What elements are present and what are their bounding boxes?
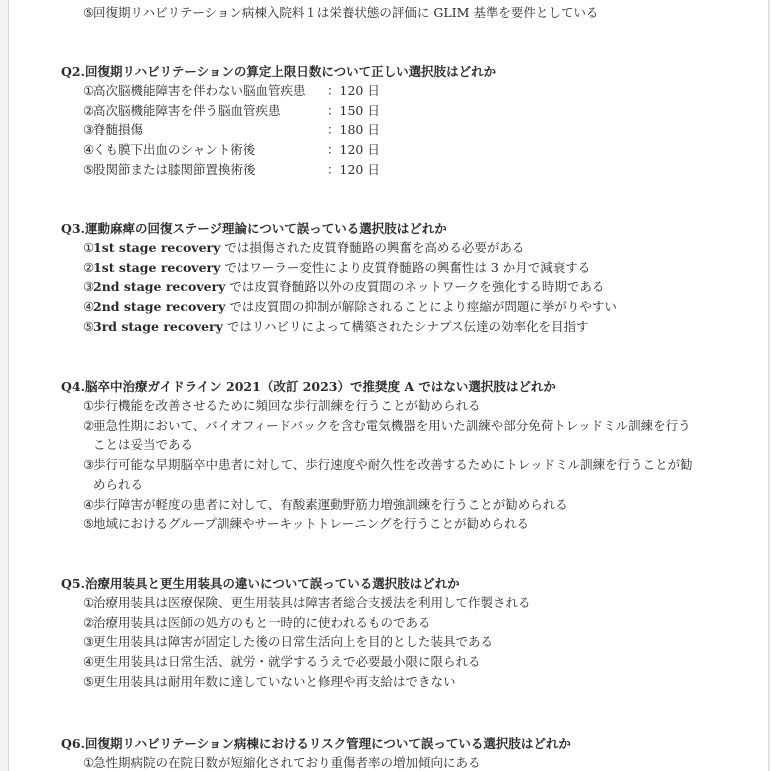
previous-question-tail [61,3,761,23]
option-item [61,160,761,180]
option-number: ② [83,259,95,275]
option-number: ① [83,83,95,98]
option-label: 脊髄損傷 [93,122,144,138]
question-title: Q2.回復期リハビリテーションの算定上限日数について正しい選択肢はどれか [61,64,497,79]
option-number: ⑤ [83,5,95,20]
option-stage: 2nd stage recovery [93,299,226,315]
option-item [61,317,761,337]
option-item [61,3,761,23]
option-item [61,396,761,416]
question-6 [61,735,761,771]
option-text: 更生用装具は障害が固定した後の日常生活向上を目的とした装具である [93,634,494,650]
option-item [61,613,761,633]
option-text: では損傷された皮質脊髄路の興奮を高める必要がある [220,240,525,255]
option-item [61,632,761,652]
option-text: ではリハビリによって構築されたシナプス伝達の効率化を目指す [222,318,589,334]
option-item [61,120,761,140]
option-value: ：150 日 [327,102,380,118]
option-item [61,101,761,121]
question-4 [61,378,761,534]
option-number: ① [83,398,95,413]
option-text: 歩行障害が軽度の患者に対して、有酸素運動野筋力増強訓練を行うことが勧められる [93,496,568,512]
option-item [61,140,761,160]
option-item [61,455,693,494]
option-number: ⑤ [83,318,95,334]
option-number: ① [83,595,95,610]
option-number: ④ [83,299,95,315]
option-number: ③ [83,122,95,138]
option-number: ④ [83,142,95,158]
option-number: ⑤ [83,673,95,689]
question-3 [61,220,761,337]
option-item [61,81,761,101]
option-item [61,238,761,258]
question-5 [61,575,761,692]
option-number: ③ [83,457,95,473]
option-item [61,514,761,534]
option-item [61,258,761,278]
option-item [61,753,761,771]
option-label: 高次脳機能障害を伴う脳血管疾患 [93,102,281,118]
question-title: Q3.運動麻痺の回復ステージ理論について誤っている選択肢はどれか [61,221,447,236]
option-label: 高次脳機能障害を伴わない脳血管疾患 [93,83,306,98]
option-text: 亜急性期において、バイオフィードバックを含む電気機器を用いた訓練や部分免荷トレッドミル訓練を行うことは妥当である [93,417,691,453]
question-2 [61,63,761,180]
option-text: 治療用装具は医師の処方のもと一時的に使われるものである [93,614,431,630]
option-number: ② [83,417,95,433]
option-text: では皮質間の抑制が解除されることにより痙縮が問題に挙がりやすい [225,299,617,315]
option-stage: 1st stage recovery [93,240,221,255]
option-value: ：120 日 [327,142,380,158]
question-title: Q4.脳卒中治療ガイドライン 2021（改訂 2023）で推奨度 A ではない選択肢はどれか [61,379,556,394]
option-value: ：180 日 [327,122,380,138]
option-number: ④ [83,654,95,670]
option-stage: 1st stage recovery [93,259,221,275]
option-text: 更生用装具は耐用年数に達していないと修理や再支給はできない [93,673,456,689]
document-page [8,0,769,771]
option-value: ：120 日 [327,161,380,177]
option-text: 急性期病院の在院日数が短縮化されており重傷者率の増加傾向にある [93,755,481,770]
option-label: くも膜下出血のシャント術後 [93,142,256,158]
option-stage: 3rd stage recovery [93,318,223,334]
question-title: Q6.回復期リハビリテーション病棟におけるリスク管理について誤っている選択肢はどれか [61,736,571,751]
option-number: ③ [83,279,95,295]
option-item [61,277,761,297]
option-number: ④ [83,496,95,512]
option-text: 回復期リハビリテーション病棟入院料１は栄養状態の評価に GLIM 基準を要件としている [93,5,599,20]
option-number: ⑤ [83,161,95,177]
option-text: ではワーラー変性により皮質脊髄路の興奮性は 3 か月で減衰する [220,259,591,275]
option-number: ② [83,102,95,118]
option-text: 更生用装具は日常生活、就労・就学するうえで必要最小限に限られる [93,654,481,670]
option-text: 歩行可能な早期脳卒中患者に対して、歩行速度や耐久性を改善するためにトレッドミル訓練を行うことが勧められる [93,457,693,492]
option-item [61,652,761,672]
option-item [61,416,693,455]
option-text: 地域におけるグループ訓練やサーキットトレーニングを行うことが勧められる [93,516,530,532]
option-number: ① [83,755,95,770]
option-text: 治療用装具は医療保険、更生用装具は障害者総合支援法を利用して作製される [93,595,531,610]
question-title: Q5.治療用装具と更生用装具の違いについて誤っている選択肢はどれか [61,576,460,591]
option-item [61,672,761,692]
option-number: ③ [83,634,95,650]
option-stage: 2nd stage recovery [93,279,226,295]
option-number: ⑤ [83,516,95,532]
option-text: では皮質脊髄路以外の皮質間のネットワークを強化する時期である [225,279,605,295]
option-item [61,593,761,613]
option-number: ① [83,240,95,255]
option-text: 歩行機能を改善させるために頻回な歩行訓練を行うことが勧められる [93,398,481,413]
option-item [61,495,761,515]
option-value: ：120 日 [327,83,380,98]
option-label: 股関節または膝関節置換術後 [93,161,256,177]
option-item [61,297,761,317]
option-number: ② [83,614,95,630]
